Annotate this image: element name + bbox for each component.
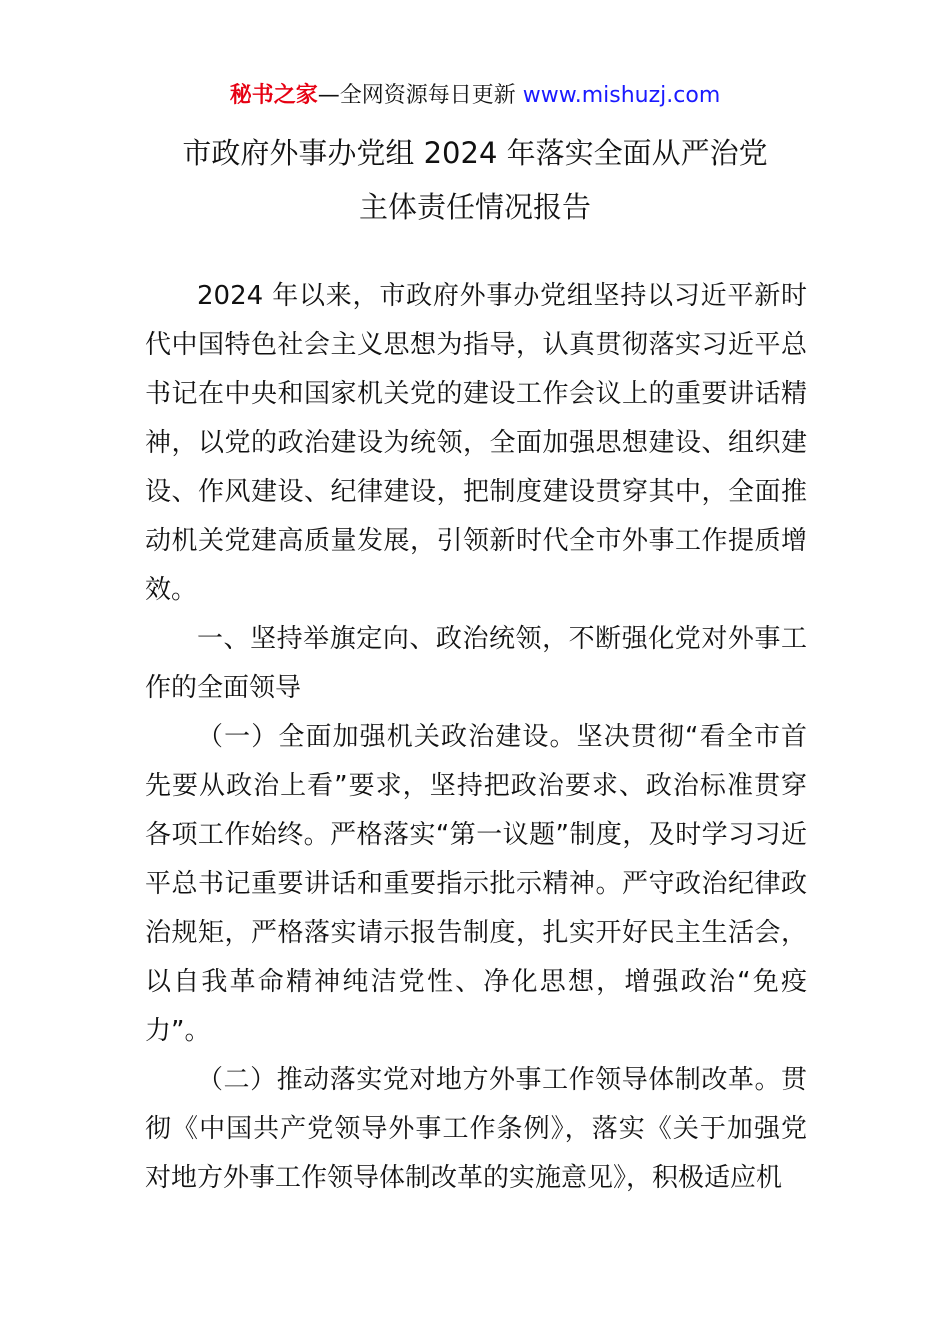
title-line-1: 市政府外事办党组 2024 年落实全面从严治党 <box>182 136 768 170</box>
document-body <box>145 272 807 1203</box>
brand-name: 秘书之家 <box>229 83 318 108</box>
site-url-link[interactable]: www.mishuzj.com <box>522 83 721 108</box>
paragraph-subsection-1: （一）全面加强机关政治建设。坚决贯彻“看全市首先要从政治上看”要求，坚持把政治要求、政治标准贯穿各项工作始终。严格落实“第一议题”制度，及时学习习近平总书记重要讲话和重要指示批示精神。严守政治纪律政治规矩，严格落实请示报告制度，扎实开好民主生活会，以自我革命精神纯洁党性、净化思想，增强政治“免疫力”。 <box>145 722 807 1046</box>
title-line-2: 主体责任情况报告 <box>358 190 591 224</box>
site-header <box>0 80 950 112</box>
paragraph-subsection-2: （二）推动落实党对地方外事工作领导体制改革。贯彻《中国共产党领导外事工作条例》，落实《关于加强党对地方外事工作领导体制改革的实施意见》，积极适应机 <box>145 1065 807 1193</box>
header-tagline: —全网资源每日更新 <box>317 83 523 108</box>
document-title <box>0 126 950 234</box>
paragraph-intro: 2024 年以来，市政府外事办党组坚持以习近平新时代中国特色社会主义思想为指导，认真贯彻落实习近平总书记在中央和国家机关党的建设工作会议上的重要讲话精神，以党的政治建设为统领，全面加强思想建设、组织建设、作风建设、纪律建设，把制度建设贯穿其中，全面推动机关党建高质量发展，引领新时代全市外事工作提质增效。 <box>145 281 807 605</box>
section-heading-1: 一、坚持举旗定向、政治统领，不断强化党对外事工作的全面领导 <box>145 624 807 703</box>
